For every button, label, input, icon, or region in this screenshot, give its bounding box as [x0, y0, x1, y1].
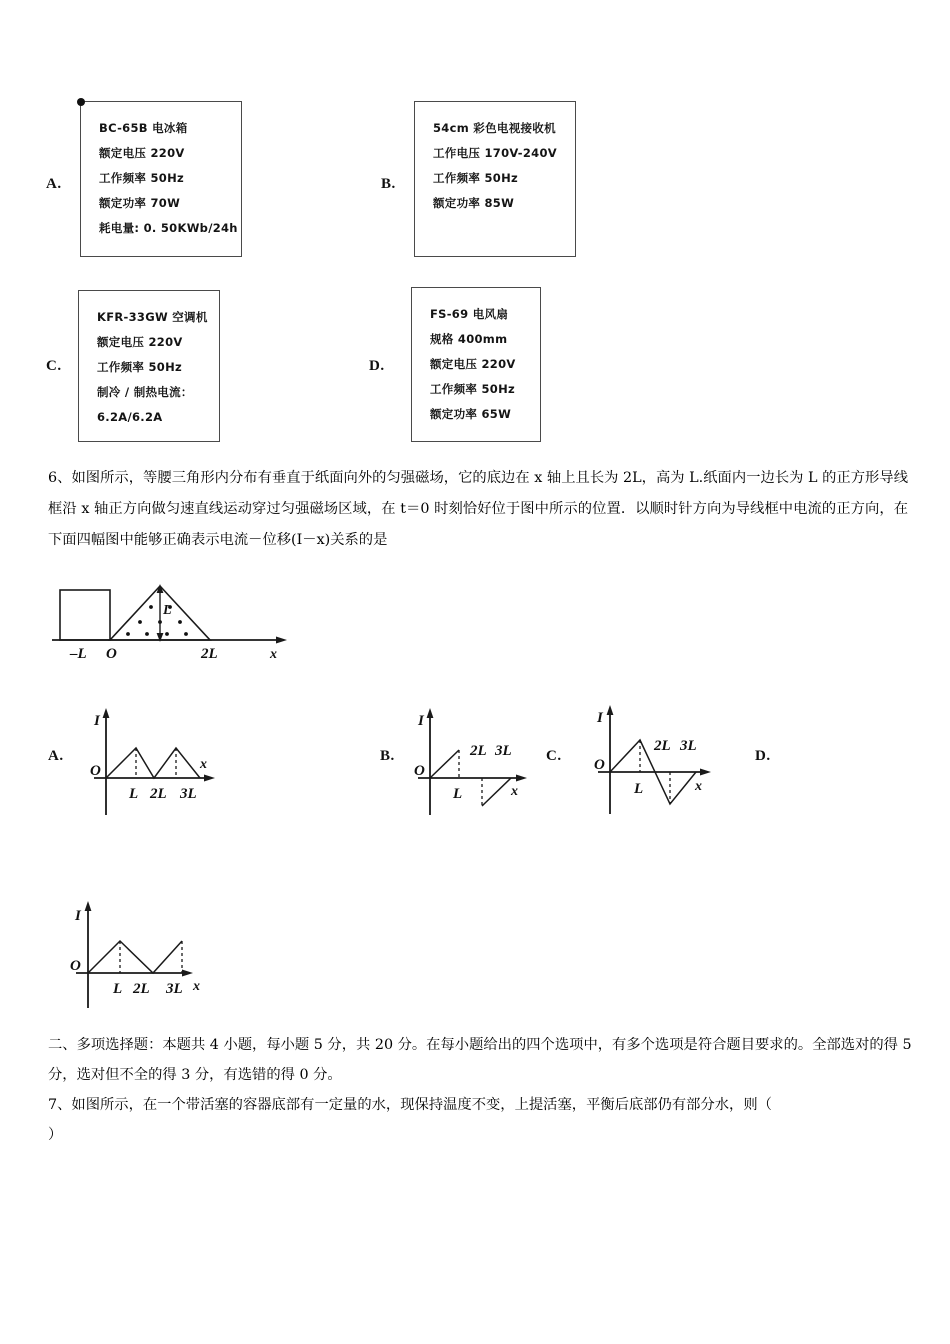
spec-lines-air-conditioner [79, 291, 219, 430]
spec-line: 规格 400mm [430, 332, 508, 346]
tick-label-3L: 3L [180, 786, 197, 802]
tick-label-L: L [453, 786, 463, 802]
spec-box-electric-fan [411, 287, 541, 442]
question-7-tail-text: ） [48, 1127, 63, 1143]
axis-label-I: I [597, 710, 603, 726]
tick-label-3L: 3L [166, 981, 183, 997]
origin-label: O [90, 763, 101, 779]
option-letter-d-graph: D. [755, 748, 771, 764]
tick-label-2L: 2L [133, 981, 150, 997]
axis-label-x: x [200, 757, 207, 772]
spec-box-television [414, 101, 576, 257]
spec-line: 耗电量: 0. 50KWb/24h [99, 221, 238, 235]
tick-label-minus-L: –L [70, 646, 87, 662]
question-7-tail [48, 1120, 916, 1150]
graph-option-c [592, 702, 742, 820]
spec-lines-television [415, 102, 575, 216]
option-letter-c-appliance: C. [46, 358, 62, 374]
option-letter-d-appliance: D. [369, 358, 385, 374]
spec-lines-electric-fan [412, 288, 540, 427]
tick-label-L: L [634, 781, 644, 797]
corner-bullet-dot [77, 98, 85, 106]
tick-label-2L: 2L [201, 646, 218, 662]
option-letter-a-graph: A. [48, 748, 64, 764]
spec-box-refrigerator [80, 101, 242, 257]
graph-option-a [88, 705, 238, 820]
question-6-body: 如图所示，等腰三角形内分布有垂直于纸面向外的匀强磁场，它的底边在 x 轴上且长为 2L，高为 L.纸面内一边长为 L 的正方形导线框沿 x 轴正方向做匀速直线运动穿过匀强磁场区域，在 t＝0 时刻恰好位于图中所示的位置．以顺时针方向为导线框中电流的正方向，在下面四幅图中能够正确表示电流－位移(I－x)关系的是 [48, 470, 908, 548]
spec-lines-refrigerator [81, 102, 241, 241]
axis-label-x: x [511, 784, 518, 799]
axis-label-x: x [193, 979, 200, 994]
axis-label-x: x [270, 647, 277, 662]
axis-label-I: I [418, 713, 424, 729]
origin-label: O [594, 757, 605, 773]
spec-line: 工作电压 170V-240V [433, 146, 557, 160]
spec-line: 额定电压 220V [99, 146, 185, 160]
option-letter-a-appliance: A. [46, 176, 62, 192]
spec-line: 工作频率 50Hz [97, 360, 183, 374]
origin-label: O [106, 646, 117, 662]
option-letter-b-appliance: B. [381, 176, 396, 192]
question-6-text [48, 463, 908, 556]
axis-label-I: I [94, 713, 100, 729]
tick-label-2L: 2L [654, 738, 671, 754]
spec-line: 工作频率 50Hz [430, 382, 516, 396]
axis-label-x: x [695, 779, 702, 794]
tick-label-L: L [113, 981, 123, 997]
tick-label-L: L [129, 786, 139, 802]
triangle-field-diagram [44, 566, 294, 666]
spec-line: 额定功率 85W [433, 196, 515, 210]
tick-label-3L: 3L [495, 743, 512, 759]
spec-line: 工作频率 50Hz [433, 171, 519, 185]
tick-label-2L: 2L [470, 743, 487, 759]
spec-line: BC-65B 电冰箱 [99, 121, 188, 135]
spec-line: 工作频率 50Hz [99, 171, 185, 185]
question-7-text [48, 1090, 916, 1120]
spec-box-air-conditioner [78, 290, 220, 442]
spec-line: 6.2A/6.2A [97, 410, 163, 424]
tick-label-3L: 3L [680, 738, 697, 754]
spec-line: FS-69 电风扇 [430, 307, 509, 321]
origin-label: O [70, 958, 81, 974]
question-7-body: 7、如图所示，在一个带活塞的容器底部有一定量的水，现保持温度不变，上提活塞，平衡后底部仍有部分水，则（ [48, 1097, 772, 1113]
section-2-heading-text: 二、多项选择题：本题共 4 小题，每小题 5 分，共 20 分。在每小题给出的四个选项中，有多个选项是符合题目要求的。全部选对的得 5 分，选对但不全的得 3 分，有选错的得 0 分。 [48, 1037, 912, 1083]
option-letter-b-graph: B. [380, 748, 395, 764]
graph-option-b [412, 705, 552, 820]
question-6-number: 6、 [48, 470, 72, 486]
graph-option-d [60, 898, 230, 1013]
option-letter-c-graph: C. [546, 748, 562, 764]
spec-line: 制冷 / 制热电流： [97, 385, 193, 399]
spec-line: KFR-33GW 空调机 [97, 310, 208, 324]
spec-line: 额定电压 220V [97, 335, 183, 349]
spec-line: 54cm 彩色电视接收机 [433, 121, 556, 135]
origin-label: O [414, 763, 425, 779]
spec-line: 额定电压 220V [430, 357, 516, 371]
axis-label-I: I [75, 908, 81, 924]
height-label-L: L [163, 603, 172, 618]
section-2-heading [48, 1030, 916, 1090]
tick-label-2L: 2L [150, 786, 167, 802]
spec-line: 额定功率 70W [99, 196, 181, 210]
spec-line: 额定功率 65W [430, 407, 512, 421]
